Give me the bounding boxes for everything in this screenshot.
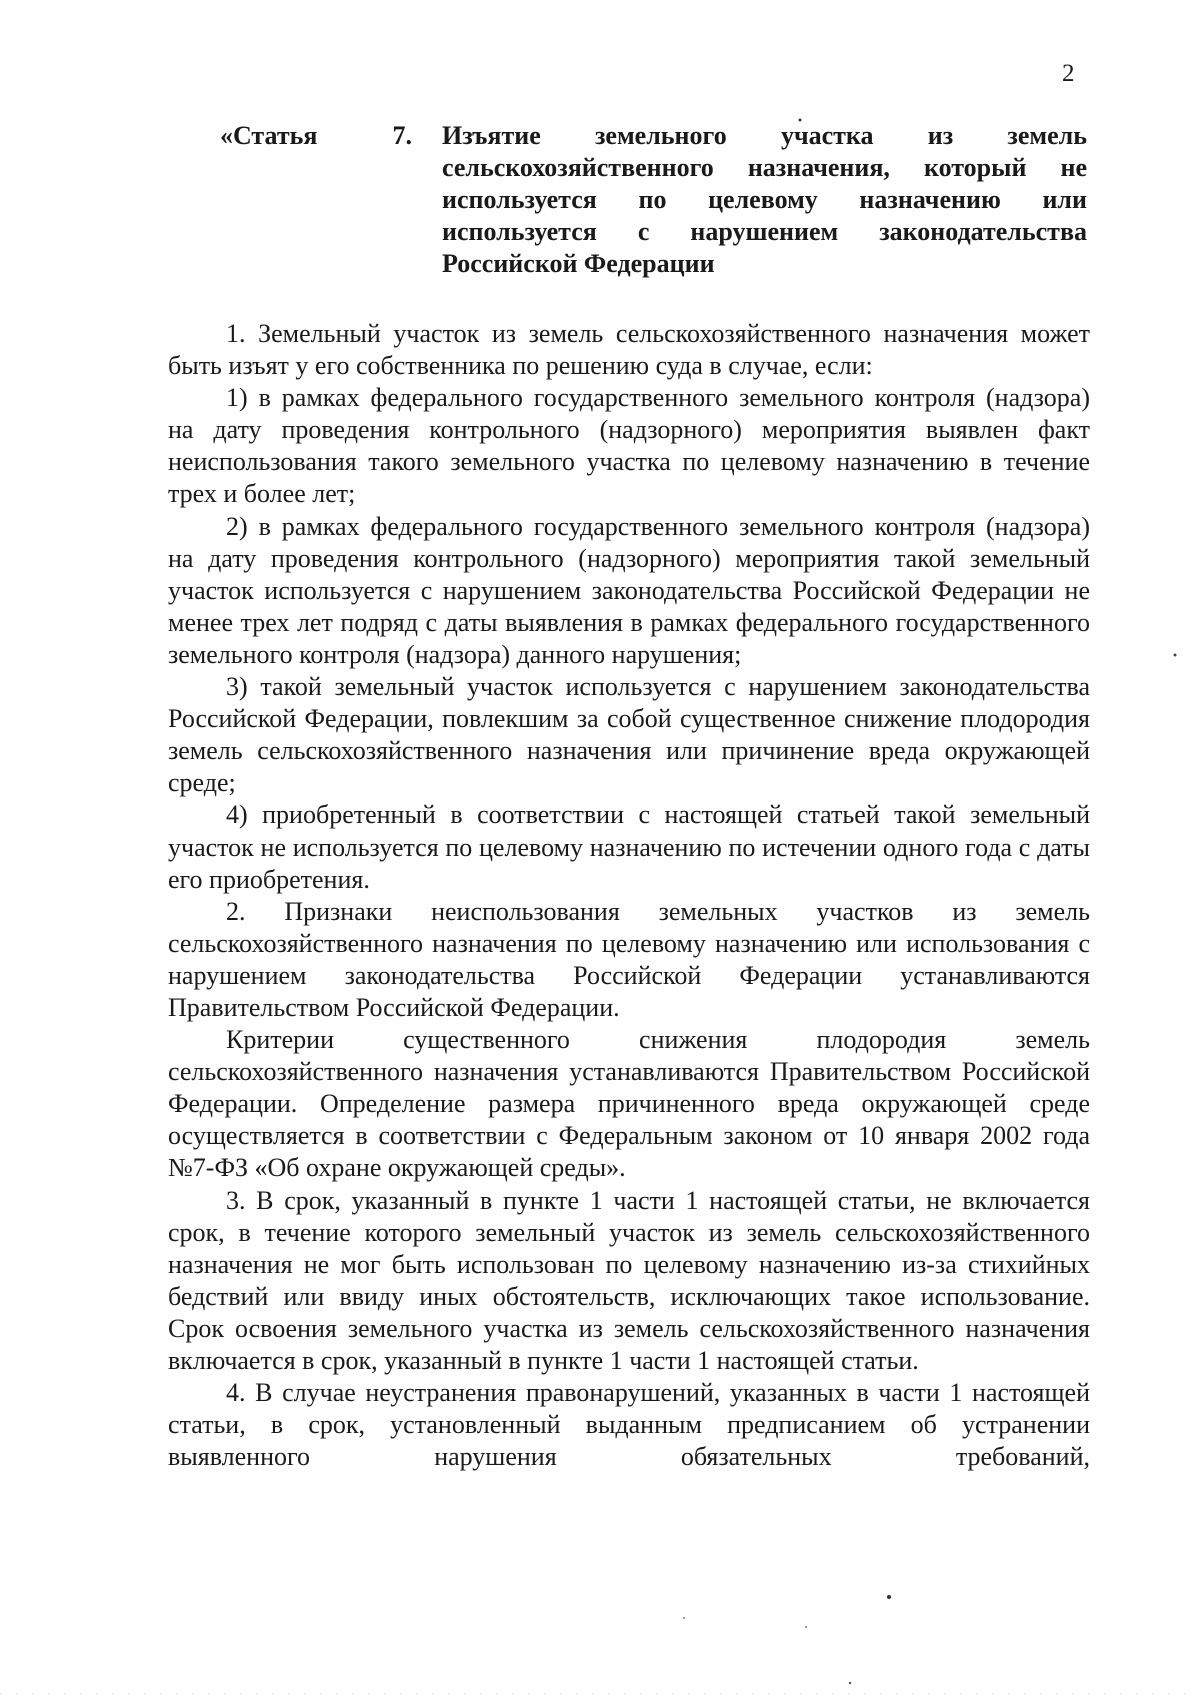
paragraph-item-1: 1) в рамках федерального государственного земельного контроля (надзора) на дату проведения контрольного (надзорного) мероприятия выявлен факт неиспользования такого земельного участка по целевому назначению в течение трех и более лет; xyxy=(168,383,1090,509)
paragraph-part-3: 3. В срок, указанный в пункте 1 части 1 настоящей статьи, не включается срок, в течение которого земельный участок из земель сельскохозяйственного назначения не мог быть использован по целевому назначению из-за стихийных бедствий или ввиду иных обстоятельств, исключающих такое использование. Срок освоения земельного участка из земель сельскохозяйственного назначения включается в срок, указанный в пункте 1 части 1 настоящей статьи. xyxy=(168,1185,1090,1375)
article-label-prefix: «Статья xyxy=(220,121,318,150)
paragraph-criteria: Критерии существенного снижения плодородия земель сельскохозяйственного назначения устанавливаются Правительством Российской Федерации. Определение размера причиненного вреда окружающей среде осуществляется в соответствии с Федеральным законом от 10 января 2002 года №7-ФЗ «Об охране окружающей среды». xyxy=(168,1025,1090,1183)
paragraph-item-2: 2) в рамках федерального государственного земельного контроля (надзора) на дату проведения контрольного (надзорного) мероприятия такой земельный участок используется с нарушением законодательства Российской Федерации не менее трех лет подряд с даты выявления в рамках федерального государственного земельного контроля (надзора) данного нарушения; xyxy=(168,511,1090,669)
paragraph-part-2: 2. Признаки неиспользования земельных участков из земель сельскохозяйственного назначения по целевому назначению или использования с нарушением законодательства Российской Федерации устанавливаются Правительством Российской Федерации. xyxy=(168,896,1090,1022)
paragraph-part-1: 1. Земельный участок из земель сельскохозяйственного назначения может быть изъят у его собственника по решению суда в случае, если: xyxy=(168,319,1090,381)
article-label-number: 7. xyxy=(392,121,412,150)
page-number: 2 xyxy=(1062,60,1075,87)
paragraph-item-3: 3) такой земельный участок используется с нарушением законодательства Российской Федерации, повлекшим за собой существенное снижение плодородия земель сельскохозяйственного назначения или причинение вреда окружающей среде; xyxy=(168,672,1090,798)
paragraph-item-4: 4) приобретенный в соответствии с настоящей статьей такой земельный участок не используется по целевому назначению по истечении одного года с даты его приобретения. xyxy=(168,800,1090,894)
paragraph-part-4: 4. В случае неустранения правонарушений, указанных в части 1 настоящей статьи, в срок, установленный выданным предписанием об устранении выявленного нарушения обязательных требований, xyxy=(168,1378,1090,1472)
article-title: Изъятие земельного участка из земель сельскохозяйственного назначения, который не используется по целевому назначению или используется с нарушением законодательства Российской Федерации xyxy=(442,121,1087,278)
